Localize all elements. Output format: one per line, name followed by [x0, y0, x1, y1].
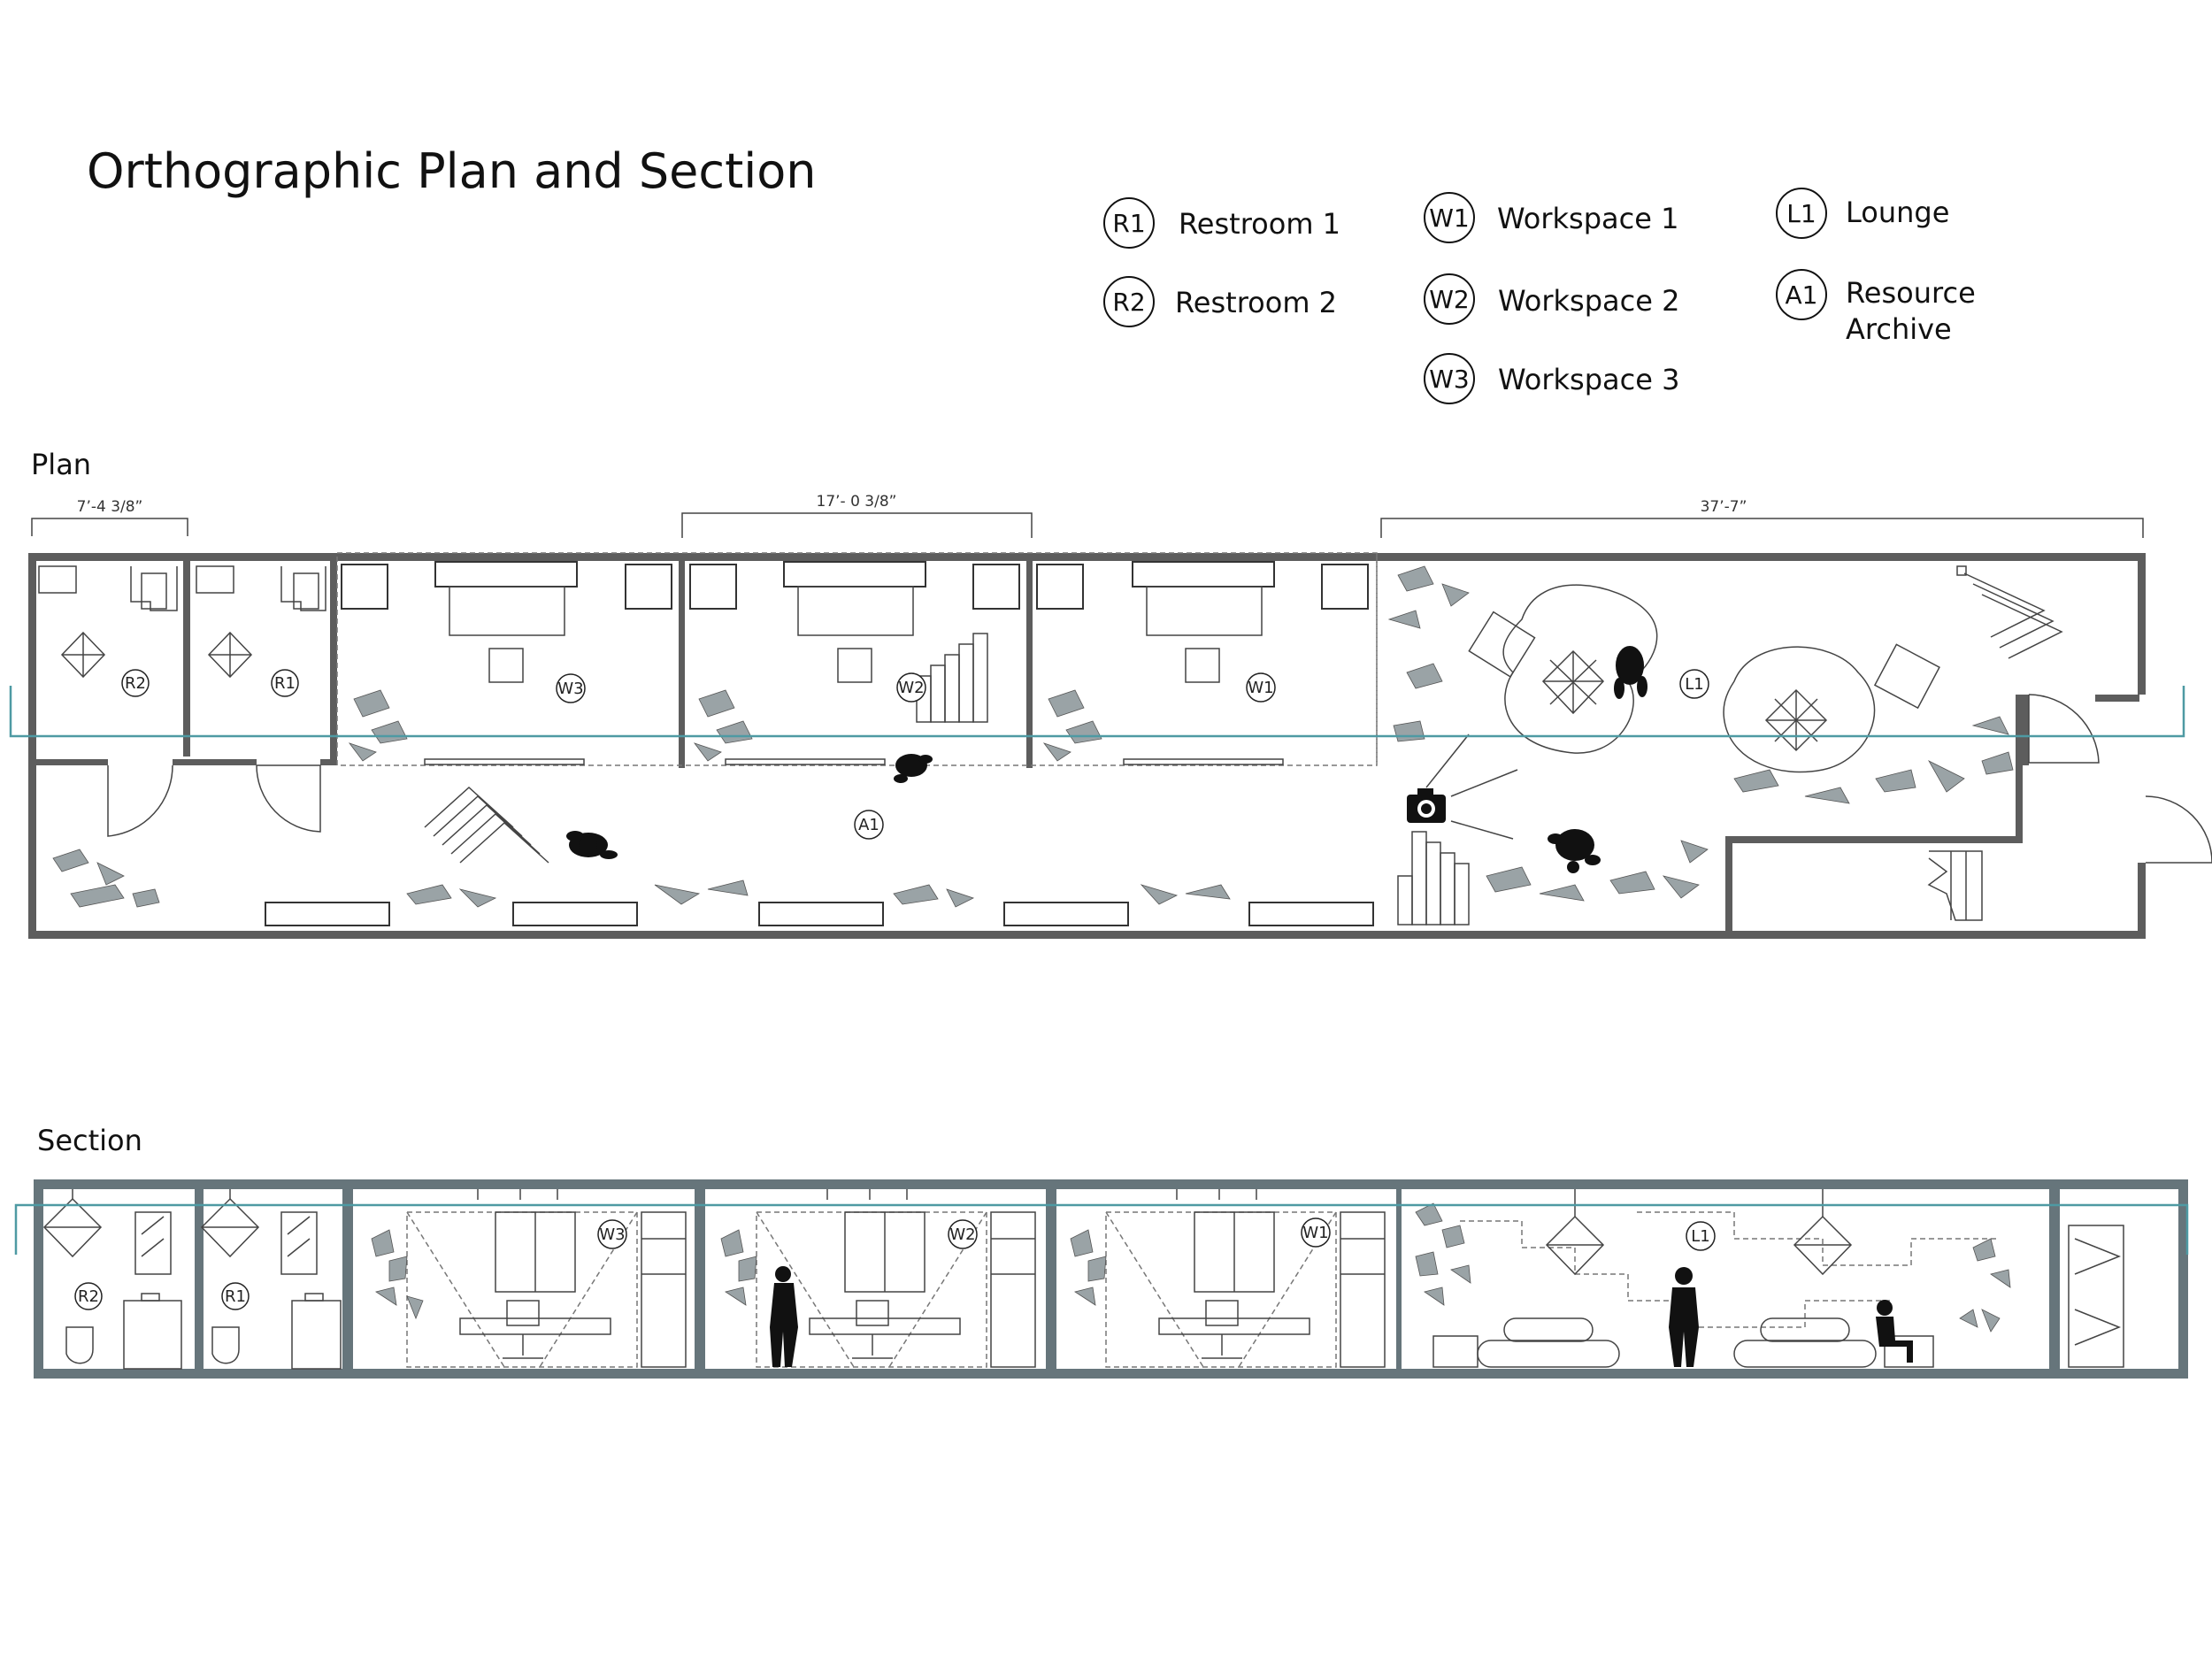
plan-sliding-door-w3 — [425, 759, 584, 764]
section-restroom-1 — [202, 1189, 341, 1369]
plan-workspace-3-furniture — [342, 562, 672, 682]
legend-label: Restroom 1 — [1179, 207, 1341, 241]
plan-room-tag-l1 — [1680, 670, 1709, 698]
sheet-title: Orthographic Plan and Section — [87, 143, 817, 199]
section-wall — [695, 1179, 705, 1379]
section-workspace-3 — [372, 1189, 686, 1367]
plan-wall-west — [28, 553, 36, 939]
dimension-label: 17’- 0 3/8” — [816, 493, 897, 511]
section-person-seated — [1876, 1300, 1913, 1363]
plan-archive-benches — [265, 902, 1373, 926]
section-person-standing — [1669, 1267, 1699, 1367]
plan-wall-restroom-east — [330, 553, 337, 765]
plan-person — [1548, 829, 1601, 873]
plan-chevron-shelf-lounge — [1957, 566, 2062, 658]
legend-item-r1 — [1104, 198, 1340, 248]
plan-door-lounge — [2029, 695, 2099, 763]
plan-wall-restroom-south — [320, 759, 337, 765]
legend-label: Workspace 1 — [1497, 202, 1679, 235]
plan-restroom-2-fixtures — [39, 566, 177, 677]
plan-room-tag-w2 — [897, 673, 926, 702]
plan-restroom-1-fixtures — [196, 566, 326, 677]
section-wall — [1046, 1179, 1056, 1379]
section-person-standing — [770, 1266, 798, 1367]
section-lounge — [1416, 1189, 2010, 1367]
section-room-tag-w2 — [949, 1220, 977, 1248]
legend — [1104, 188, 1976, 403]
plan-shard-cluster — [349, 690, 407, 761]
legend-label: Restroom 2 — [1175, 286, 1338, 319]
legend-item-r2 — [1104, 277, 1337, 326]
plan-wall-east-lower — [2138, 863, 2146, 939]
section-ceiling — [34, 1179, 2188, 1189]
plan-label: Plan — [31, 448, 92, 481]
legend-label: Workspace 2 — [1498, 284, 1680, 318]
plan-wall-storage-north — [1725, 836, 2023, 843]
room-tag-label: W1 — [1248, 679, 1274, 697]
plan-room-tag-r1 — [272, 670, 298, 696]
plan-stair-shelf-lounge — [1398, 832, 1469, 925]
legend-code: L1 — [1786, 199, 1816, 228]
section-wall — [195, 1179, 204, 1379]
room-tag-label: W1 — [1302, 1224, 1329, 1242]
plan-dimensions — [32, 493, 2143, 538]
plan-shard-cluster — [1389, 566, 1469, 741]
room-tag-label: R1 — [225, 1287, 246, 1306]
plan-wall-lounge-stub — [2095, 695, 2139, 702]
room-tag-label: L1 — [1691, 1227, 1710, 1246]
room-tag-label: W2 — [949, 1225, 976, 1244]
dimension-lounge — [1381, 498, 2143, 538]
legend-item-w1 — [1425, 193, 1678, 242]
room-tag-label: L1 — [1685, 675, 1704, 694]
plan-person — [566, 831, 618, 859]
plan-wall-storage-east — [2016, 695, 2023, 843]
dimension-restrooms — [32, 498, 188, 536]
legend-label-line1: Resource — [1846, 276, 1976, 310]
section-cut-line — [16, 1205, 2187, 1255]
section-wall-glazed — [1396, 1179, 1402, 1379]
legend-label: Lounge — [1846, 196, 1950, 229]
legend-code: W3 — [1429, 365, 1470, 394]
legend-code: R1 — [1112, 209, 1146, 238]
plan-wall-restroom-south — [173, 759, 257, 765]
legend-code: W2 — [1429, 285, 1470, 314]
plan-wall-restroom-south — [28, 759, 108, 765]
section-drawing — [16, 1179, 2188, 1379]
legend-item-w3 — [1425, 354, 1679, 403]
section-room-tag-w3 — [598, 1220, 626, 1248]
legend-item-l1 — [1777, 188, 1949, 238]
room-tag-label: R2 — [125, 674, 146, 693]
section-room-tag-r1 — [222, 1283, 249, 1310]
section-storage — [2069, 1225, 2124, 1367]
legend-item-a1 — [1777, 270, 1976, 346]
camera-icon — [1407, 734, 1517, 839]
plan-wall-storage-west — [1725, 836, 1732, 939]
section-floor — [34, 1369, 2188, 1379]
dimension-workspace — [682, 493, 1032, 538]
plan-room-tag-w1 — [1247, 673, 1275, 702]
section-label: Section — [37, 1124, 142, 1157]
section-workspace-1 — [1071, 1189, 1385, 1367]
plan-door-restroom-1 — [257, 765, 320, 832]
plan-wall-lounge-stub — [2022, 695, 2029, 765]
room-tag-label: R1 — [274, 674, 296, 693]
plan-wall-restroom-divider — [183, 553, 190, 757]
legend-label-line2: Archive — [1846, 312, 1952, 346]
plan-workspace-1-furniture — [1037, 562, 1368, 682]
section-room-tag-w1 — [1302, 1218, 1330, 1247]
section-room-tag-l1 — [1686, 1222, 1715, 1250]
plan-wall-east-upper — [2138, 553, 2146, 695]
plan-door-exterior — [2146, 796, 2212, 863]
section-wall — [34, 1179, 43, 1379]
room-tag-label: R2 — [78, 1287, 99, 1306]
legend-code: A1 — [1785, 280, 1818, 310]
section-room-tag-r2 — [75, 1283, 102, 1310]
legend-label: Workspace 3 — [1498, 363, 1680, 396]
plan-sliding-door-w1 — [1124, 759, 1283, 764]
plan-door-restroom-2 — [108, 765, 173, 836]
plan-shard-cluster — [53, 849, 159, 907]
plan-storage-shelf — [1929, 851, 1982, 920]
section-wall — [342, 1179, 353, 1379]
legend-item-w2 — [1425, 274, 1679, 324]
plan-lounge-seating-2 — [1724, 644, 1939, 772]
room-tag-label: W2 — [898, 679, 925, 697]
legend-code: R2 — [1112, 288, 1146, 317]
plan-drawing — [11, 553, 2212, 939]
section-wall — [2049, 1179, 2060, 1379]
section-workspace-2 — [721, 1189, 1035, 1367]
plan-sliding-door-w2 — [726, 759, 885, 764]
legend-code: W1 — [1429, 204, 1470, 233]
plan-wall-north — [28, 553, 2146, 561]
dimension-label: 37’-7” — [1700, 498, 1747, 516]
plan-shard-cluster — [1486, 841, 1708, 901]
plan-room-tag-a1 — [855, 810, 883, 839]
plan-workspace-2-furniture — [690, 562, 1019, 722]
plan-person — [1614, 646, 1647, 699]
room-tag-label: W3 — [557, 680, 584, 698]
room-tag-label: A1 — [858, 816, 879, 834]
section-restroom-2 — [44, 1189, 181, 1369]
plan-wall-south — [28, 931, 2146, 939]
plan-shard-cluster — [695, 690, 752, 761]
plan-shard-cluster — [1044, 690, 1102, 761]
plan-chevron-shelf-archive — [425, 787, 549, 863]
plan-room-tag-r2 — [122, 670, 149, 696]
plan-person — [894, 754, 933, 783]
plan-room-tag-w3 — [557, 674, 585, 703]
dimension-label: 7’-4 3/8” — [76, 498, 143, 516]
room-tag-label: W3 — [599, 1225, 626, 1244]
